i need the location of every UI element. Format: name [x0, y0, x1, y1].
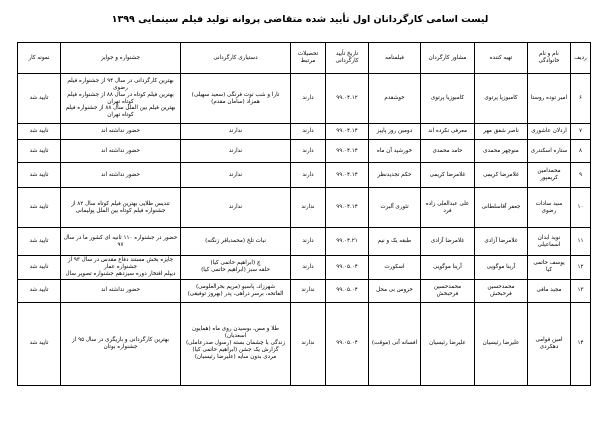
cell-festivals: [61, 228, 181, 256]
cell-assistant: [181, 302, 291, 385]
cell-advisor: کامبوزیا پرتوی: [421, 74, 475, 124]
cell-sample: تایید شد: [18, 163, 61, 188]
cell-rank: ۱۰: [571, 188, 591, 228]
header-advisor: مشاور کارگردان: [421, 43, 475, 74]
cell-festivals: [61, 74, 181, 124]
assistant-line: نیات تلخ (محمدباقر زنگنه): [205, 238, 266, 244]
festival-line: بهترین فیلم بین الملل سال ۸۸ از جشنواره فیلم کوتاه تهران: [65, 105, 176, 119]
cell-name: مجید مافی: [528, 279, 571, 302]
cell-approval-date: ۹۹.۰۵.۰۴: [326, 279, 369, 302]
cell-rank: ۱۱: [571, 228, 591, 256]
festival-line: حضور نداشته اند: [101, 147, 140, 154]
cell-name: ستاره اسکندری: [528, 140, 571, 163]
cell-approval-date: ۹۹.۰۵.۰۴: [326, 256, 369, 280]
cell-festivals: [61, 163, 181, 188]
cell-producer: جعفر آقاسلطانی: [475, 188, 528, 228]
cell-education: دارند: [291, 228, 326, 256]
cell-producer: غلامرضا آزادی: [475, 228, 528, 256]
festival-line: حضور در جشنواره ۱۱۰ ثانیه ای کشور ما در سال ۹۷: [63, 234, 178, 248]
cell-approval-date: ۹۹.۰۴.۱۴: [326, 188, 369, 228]
cell-rank: ۱۳: [571, 279, 591, 302]
cell-rank: ۶: [571, 74, 591, 124]
cell-rank: ۹: [571, 163, 591, 188]
cell-advisor: غلامرضا کریمی: [421, 163, 475, 188]
cell-sample: تایید شد: [18, 228, 61, 256]
header-approval-date: تاریخ تأیید کارگردانی: [326, 43, 369, 74]
cell-sample: تایید شد: [18, 279, 61, 302]
cell-festivals: [61, 140, 181, 163]
cell-producer: علیرضا رئیسیان: [475, 302, 528, 385]
cell-approval-date: ۹۹.۰۴.۱۴: [326, 124, 369, 140]
table-row: [18, 279, 591, 302]
festival-line: دیپلم افتخار دوره سیزدهم جشنواره تصویر سال: [65, 270, 176, 277]
cell-name: سید سادات رضوی: [528, 188, 571, 228]
cell-name: یوسف حاتمی کیا: [528, 256, 571, 280]
page-title: لیست اسامی کارگردانان اول تأیید شده متقاضی پروانه تولید فیلم سینمایی ۱۳۹۹: [111, 14, 489, 25]
cell-approval-date: ۹۹.۰۴.۲۱: [326, 228, 369, 256]
header-name: نام و نام خانوادگی: [528, 43, 571, 74]
assistant-line: شهرزاد، پاسیو (مریم بحرالعلومی): [195, 283, 276, 290]
festival-line: تندیس طلایی بهترین فیلم کوتاه سال ۸۲ از جشنواره فیلم کوتاه بین الملل پولیمانی: [71, 200, 170, 214]
header-festivals: جشنواره و جوایز: [61, 43, 181, 74]
festival-line: جایزه بخش مستند دفاع مقدس در سال ۹۳ از جشنواره عمار: [67, 257, 174, 270]
assistant-line: زندگی با چشمان بسته (رسول صدرعاملی): [185, 340, 286, 347]
table-row: [18, 163, 591, 188]
assistant-line: همزاد (سامان مقدم): [211, 98, 260, 105]
cell-screenplay: خورشید آن ماه: [369, 140, 421, 163]
cell-screenplay: اسکورت: [369, 256, 421, 280]
festival-line: بهترین فیلم کوتاه در سال ۸۸ از جشنواره فیلم کوتاه تهران: [67, 91, 174, 105]
assistant-line: طلا و مس، بوسیدن روی ماه (همایون اسعدیان): [192, 326, 279, 340]
assistant-line: ندارند: [228, 147, 243, 154]
cell-assistant: [181, 188, 291, 228]
header-producer: تهیه کننده: [475, 43, 528, 74]
cell-rank: ۷: [571, 124, 591, 140]
cell-name: نوید ابدان اسماعیلی: [528, 228, 571, 256]
cell-assistant: [181, 124, 291, 140]
assistant-line: حلقه سبز (ابراهیم حاتمی کیا): [201, 267, 270, 274]
cell-name: امیر توده روستا: [528, 74, 571, 124]
table-row: [18, 74, 591, 124]
cell-education: ندارند: [291, 188, 326, 228]
header-education: تحصیلات مرتبط: [291, 43, 326, 74]
cell-screenplay: حکم تجدیدنظر: [369, 163, 421, 188]
cell-sample: تایید شد: [18, 124, 61, 140]
cell-name: امین قوامی دهکردی: [528, 302, 571, 385]
assistant-line: ندارند: [228, 128, 243, 134]
directors-table: [17, 42, 591, 386]
cell-festivals: [61, 279, 181, 302]
cell-education: ندارند: [291, 279, 326, 302]
header-screenplay: فیلمنامه: [369, 43, 421, 74]
header-row: [18, 43, 591, 74]
cell-rank: ۱۴: [571, 302, 591, 385]
cell-rank: ۱۲: [571, 256, 591, 280]
cell-advisor: محمدحسین فرحبخش: [421, 279, 475, 302]
assistant-line: چ (ابراهیم حاتمی کیا): [210, 260, 261, 267]
cell-screenplay: خروس بی محل: [369, 279, 421, 302]
festival-line: حضور نداشته اند: [101, 128, 140, 134]
festival-line: حضور نداشته اند: [101, 171, 140, 178]
cell-festivals: [61, 188, 181, 228]
cell-advisor: غلامرضا آزادی: [421, 228, 475, 256]
cell-name: محمدامین کریمپور: [528, 163, 571, 188]
cell-assistant: [181, 256, 291, 280]
table-row: [18, 188, 591, 228]
cell-producer: منوچهر محمدی: [475, 140, 528, 163]
assistant-line: گزارش یک جشن (ابراهیم حاتمی کیا): [192, 347, 279, 354]
cell-education: دارند: [291, 163, 326, 188]
cell-education: دارند: [291, 124, 326, 140]
table-row: [18, 228, 591, 256]
cell-producer: کامبوزیا پرتوی: [475, 74, 528, 124]
cell-festivals: [61, 256, 181, 280]
cell-screenplay: تئوری آلبرت: [369, 188, 421, 228]
table-row: [18, 140, 591, 163]
cell-screenplay: طبقه یک و نیم: [369, 228, 421, 256]
cell-rank: ۸: [571, 140, 591, 163]
cell-approval-date: ۹۹.۰۴.۱۴: [326, 163, 369, 188]
cell-advisor: حامد محمدی: [421, 140, 475, 163]
cell-producer: محمدحسین فرحبخش: [475, 279, 528, 302]
assistant-line: ندارند: [228, 171, 243, 178]
cell-education: دارند: [291, 140, 326, 163]
cell-festivals: [61, 124, 181, 140]
cell-advisor: علیرضا رئیسیان: [421, 302, 475, 385]
cell-education: دارند: [291, 74, 326, 124]
cell-education: دارند: [291, 256, 326, 280]
header-assistant: دستیاری کارگردانی: [181, 43, 291, 74]
assistant-line: تارا و شب توت فرنگی (سعید سهیلی): [191, 91, 280, 98]
table-row: [18, 256, 591, 280]
cell-sample: تایید شد: [18, 140, 61, 163]
cell-screenplay: دومین روز پاییز: [369, 124, 421, 140]
cell-sample: تایید شد: [18, 302, 61, 385]
cell-advisor: علی عبدالعلی زاده فرد: [421, 188, 475, 228]
festival-line: بهترین کارگردانی و بازیگری در سال ۹۵ از جشنواره بوتان: [72, 336, 169, 350]
table-row: [18, 302, 591, 385]
assistant-line: مردی بدون سایه (علیرضا رئیسیان): [194, 354, 277, 361]
festival-line: بهترین کارگردانی در سال ۹۴ از جشنواره فیلم رضوی: [67, 77, 174, 91]
festival-line: حضور نداشته اند: [101, 287, 140, 294]
cell-advisor: آرینا موگویی: [421, 256, 475, 280]
table-row: [18, 124, 591, 140]
cell-screenplay: خوشقدم: [369, 74, 421, 124]
cell-producer: آرینا موگویی: [475, 256, 528, 280]
cell-assistant: [181, 74, 291, 124]
header-sample: نمونه کار: [18, 43, 61, 74]
cell-approval-date: ۹۹.۰۵.۰۴: [326, 302, 369, 385]
cell-assistant: [181, 163, 291, 188]
assistant-line: ندارند: [228, 204, 243, 210]
cell-sample: تایید شد: [18, 188, 61, 228]
cell-producer: ناصر شفق مهر: [475, 124, 528, 140]
cell-producer: غلامرضا کریمی: [475, 163, 528, 188]
header-rank: ردیف: [571, 43, 591, 74]
cell-sample: تایید شد: [18, 256, 61, 280]
cell-approval-date: ۹۹.۰۴.۱۲: [326, 74, 369, 124]
cell-assistant: [181, 279, 291, 302]
cell-education: ندارند: [291, 302, 326, 385]
cell-screenplay: افسانه آنی (موقت): [369, 302, 421, 385]
assistant-line: الفاتحه، برسر دراهی، پدر (بهروز توفیقی): [187, 290, 284, 297]
cell-assistant: [181, 228, 291, 256]
cell-sample: تایید شد: [18, 74, 61, 124]
cell-assistant: [181, 140, 291, 163]
cell-advisor: معرفی نکرده اند: [421, 124, 475, 140]
cell-approval-date: ۹۹.۰۴.۱۴: [326, 140, 369, 163]
cell-festivals: [61, 302, 181, 385]
cell-name: اردلان عاشوری: [528, 124, 571, 140]
